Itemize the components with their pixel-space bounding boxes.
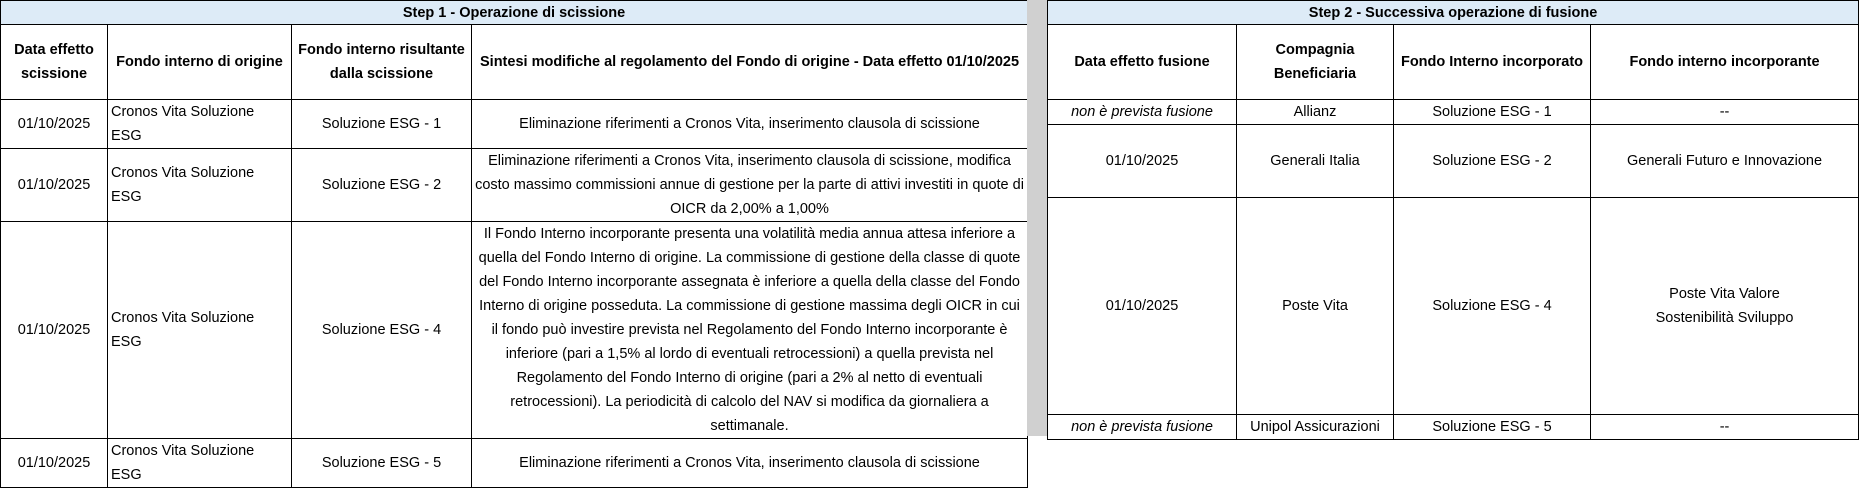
table-row — [1048, 198, 1859, 415]
cell-result[interactable]: Soluzione ESG - 1 — [292, 100, 472, 149]
column-separator — [1027, 0, 1047, 436]
cell-incorporating[interactable]: -- — [1591, 100, 1859, 125]
header-data-effetto-fusione: Data effetto fusione — [1048, 25, 1237, 100]
cell-company[interactable]: Generali Italia — [1237, 125, 1394, 198]
cell-fusion-date[interactable]: non è prevista fusione — [1048, 100, 1237, 125]
cell-incorporated[interactable]: Soluzione ESG - 5 — [1394, 415, 1591, 440]
cell-date[interactable]: 01/10/2025 — [1, 222, 108, 439]
cell-incorporating[interactable]: Poste Vita Valore Sostenibilità Sviluppo — [1591, 198, 1859, 415]
cell-origin[interactable]: Cronos Vita Soluzione ESG — [108, 100, 292, 149]
table-row — [1, 439, 1028, 488]
table-row — [1048, 125, 1859, 198]
cell-company[interactable]: Unipol Assicurazioni — [1237, 415, 1394, 440]
cell-incorporated[interactable]: Soluzione ESG - 1 — [1394, 100, 1591, 125]
step2-title: Step 2 - Successiva operazione di fusione — [1048, 1, 1859, 25]
cell-incorporated[interactable]: Soluzione ESG - 2 — [1394, 125, 1591, 198]
cell-summary[interactable]: Eliminazione riferimenti a Cronos Vita, inserimento clausola di scissione — [472, 439, 1028, 488]
cell-fusion-date[interactable]: non è prevista fusione — [1048, 415, 1237, 440]
cell-date[interactable]: 01/10/2025 — [1, 439, 108, 488]
cell-origin[interactable]: Cronos Vita Soluzione ESG — [108, 222, 292, 439]
header-fondo-incorporante: Fondo interno incorporante — [1591, 25, 1859, 100]
cell-company[interactable]: Allianz — [1237, 100, 1394, 125]
cell-summary[interactable]: Eliminazione riferimenti a Cronos Vita, inserimento clausola di scissione — [472, 100, 1028, 149]
header-compagnia-beneficiaria: Compagnia Beneficiaria — [1237, 25, 1394, 100]
table-row — [1, 222, 1028, 439]
header-sintesi-modifiche: Sintesi modifiche al regolamento del Fondo di origine - Data effetto 01/10/2025 — [472, 25, 1028, 100]
cell-summary[interactable]: Il Fondo Interno incorporante presenta una volatilità media annua attesa inferiore a quella del Fondo Interno di origine. La commissione di gestione della classe di quote del Fondo Interno incorporante assegnata è inferiore a quella della classe del Fondo Interno di origine posseduta. La commissione di gestione massima degli OICR in cui il fondo può investire prevista nel Regolamento del Fondo Interno incorporante è inferiore (pari a 1,5% al lordo di eventuali retrocessioni) a quella prevista nel Regolamento del Fondo Interno di origine (pari a 2% al netto di eventuali retrocessioni). La periodicità di calcolo del NAV si modifica da giornaliera a settimanale. — [472, 222, 1028, 439]
cell-result[interactable]: Soluzione ESG - 4 — [292, 222, 472, 439]
step1-title: Step 1 - Operazione di scissione — [1, 1, 1028, 25]
cell-origin[interactable]: Cronos Vita Soluzione ESG — [108, 439, 292, 488]
cell-origin[interactable]: Cronos Vita Soluzione ESG — [108, 149, 292, 222]
cell-summary[interactable]: Eliminazione riferimenti a Cronos Vita, inserimento clausola di scissione, modifica costo massimo commissioni annue di gestione per la parte di attivi investiti in quote di OICR da 2,00% a 1,00% — [472, 149, 1028, 222]
header-fondo-origine: Fondo interno di origine — [108, 25, 292, 100]
cell-fusion-date[interactable]: 01/10/2025 — [1048, 198, 1237, 415]
cell-result[interactable]: Soluzione ESG - 2 — [292, 149, 472, 222]
cell-date[interactable]: 01/10/2025 — [1, 149, 108, 222]
cell-date[interactable]: 01/10/2025 — [1, 100, 108, 149]
cell-incorporating[interactable]: -- — [1591, 415, 1859, 440]
step2-table — [1047, 0, 1859, 440]
header-fondo-risultante: Fondo interno risultante dalla scissione — [292, 25, 472, 100]
table-row — [1, 100, 1028, 149]
cell-result[interactable]: Soluzione ESG - 5 — [292, 439, 472, 488]
cell-fusion-date[interactable]: 01/10/2025 — [1048, 125, 1237, 198]
cell-company[interactable]: Poste Vita — [1237, 198, 1394, 415]
header-data-effetto-scissione: Data effetto scissione — [1, 25, 108, 100]
header-fondo-incorporato: Fondo Interno incorporato — [1394, 25, 1591, 100]
table-row — [1, 149, 1028, 222]
cell-incorporated[interactable]: Soluzione ESG - 4 — [1394, 198, 1591, 415]
table-row — [1048, 100, 1859, 125]
cell-incorporating[interactable]: Generali Futuro e Innovazione — [1591, 125, 1859, 198]
